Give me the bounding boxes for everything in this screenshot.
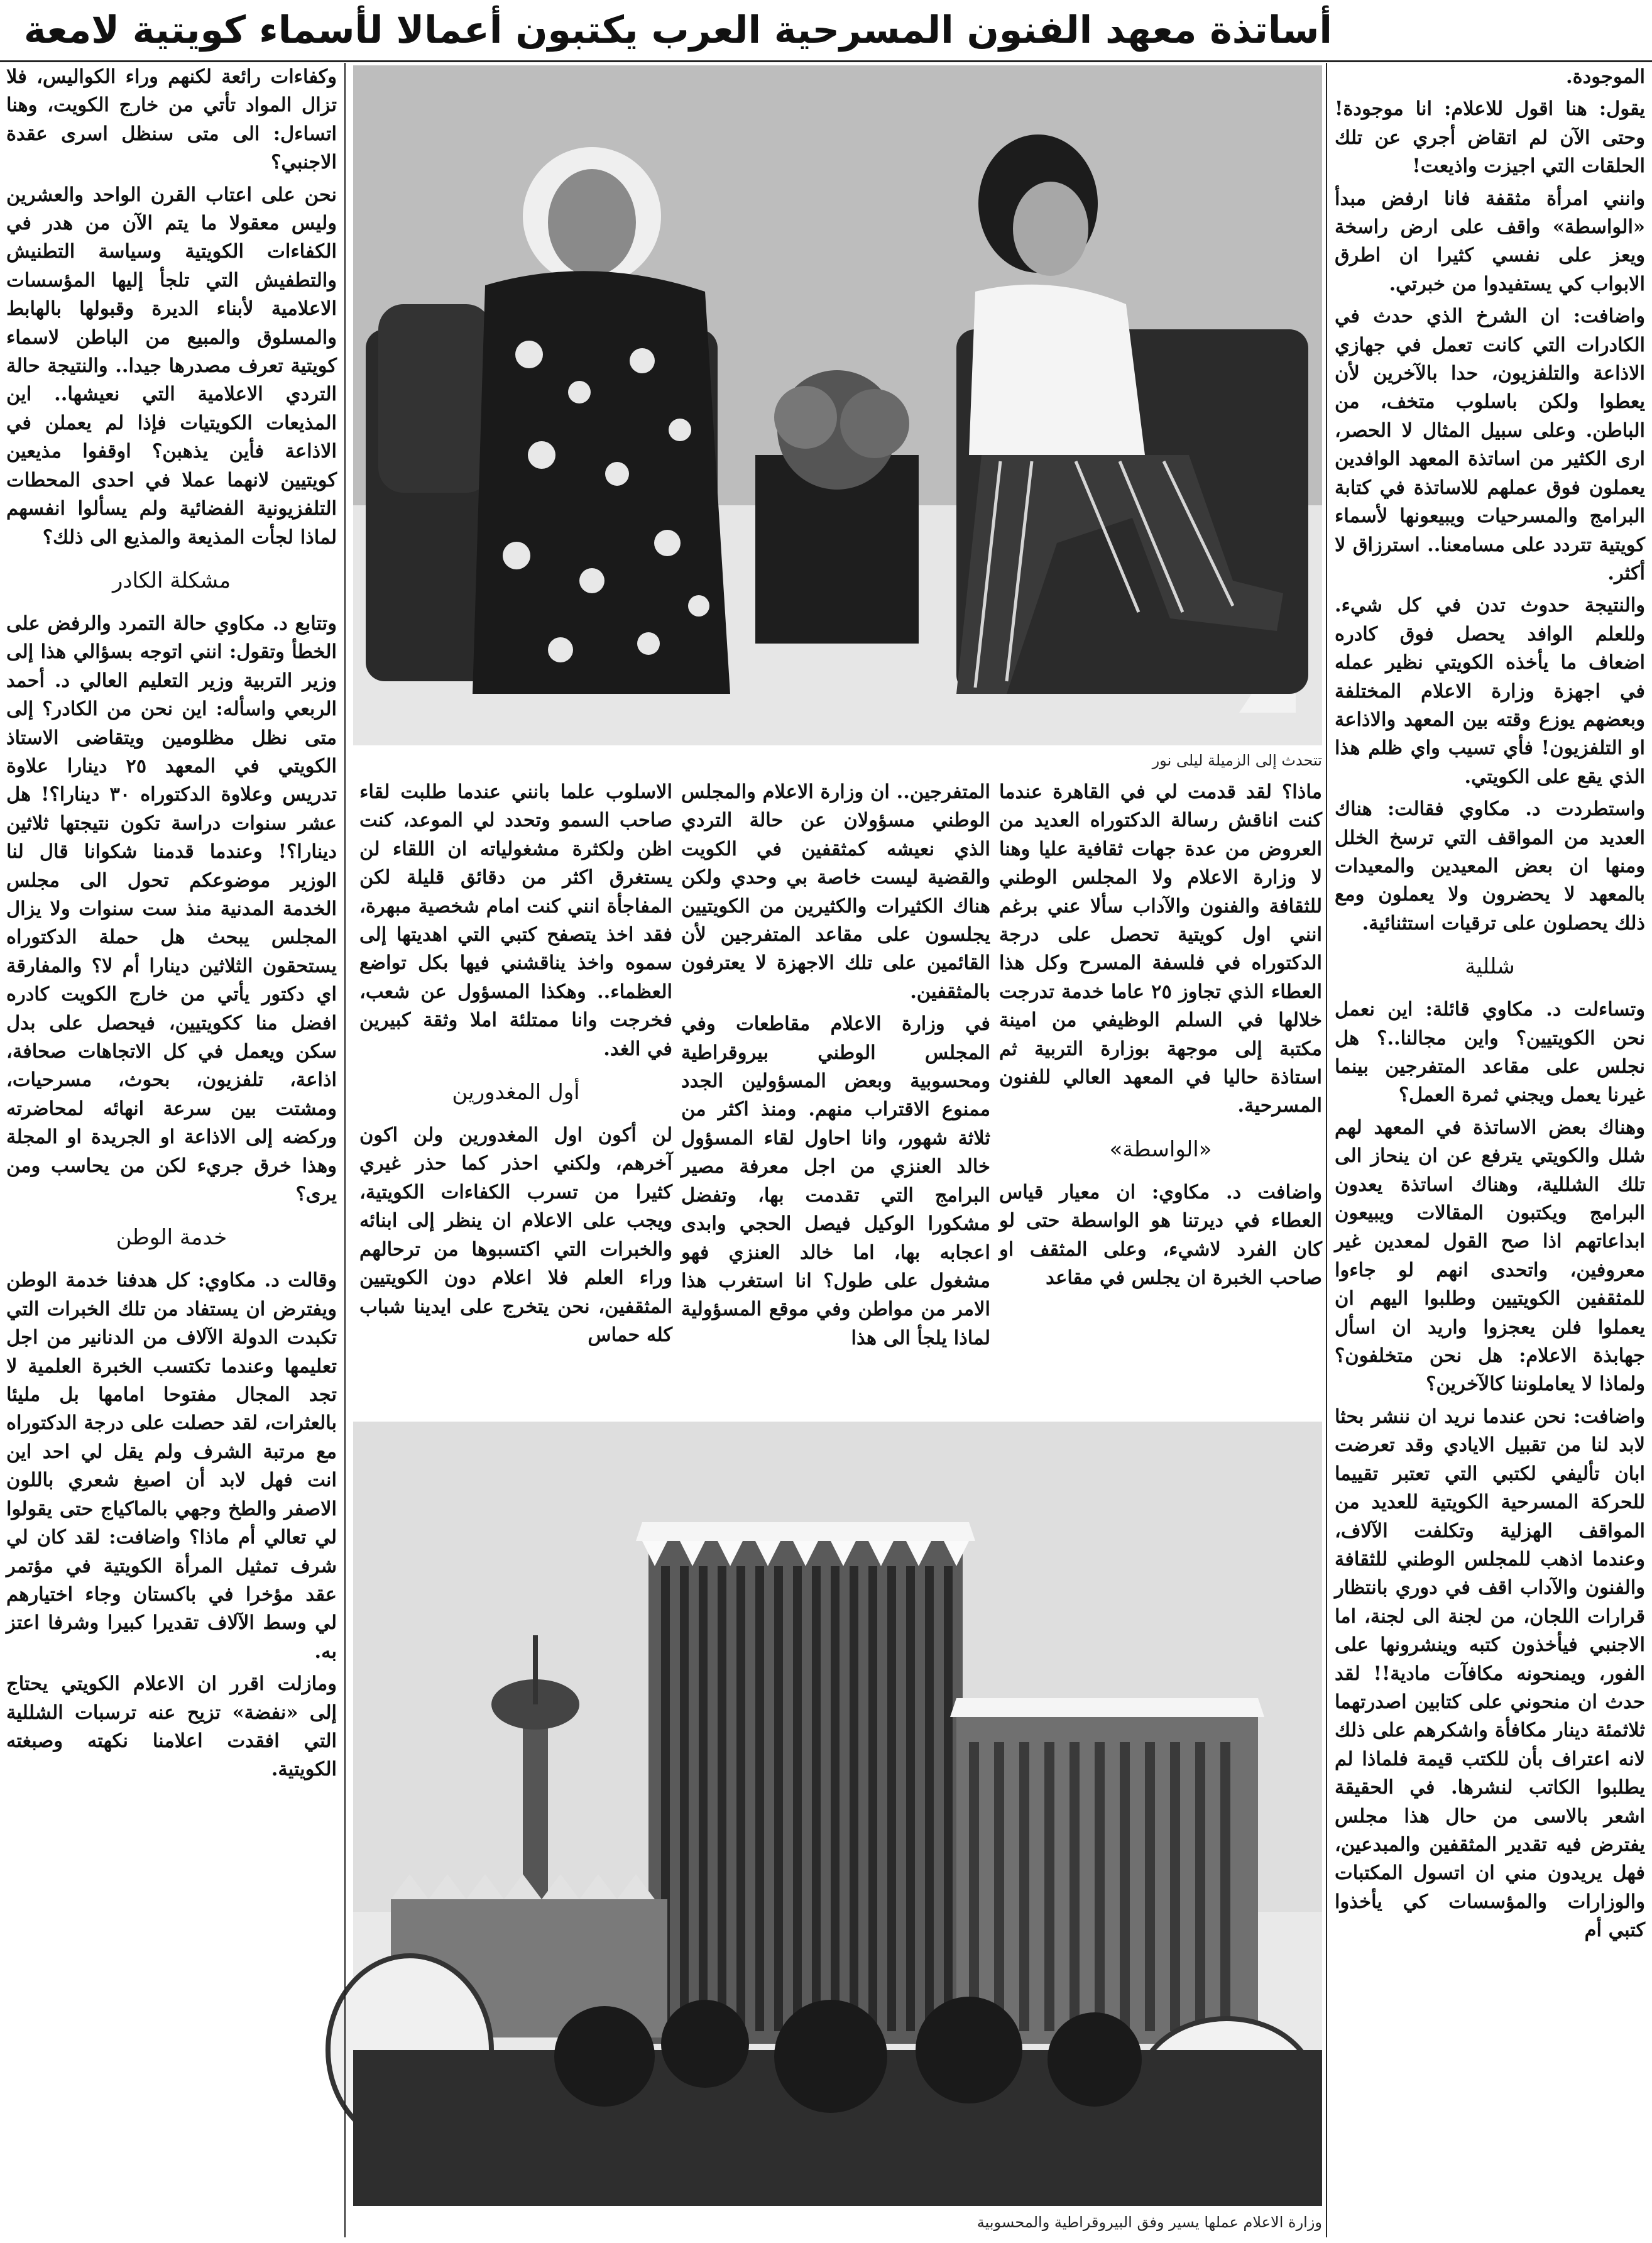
paragraph: والنتيجة حدوث تدن في كل شيء. وللعلم الوافد يحصل فوق كادره اضعاف ما يأخذه الكويتي نظير عمله في اجهزة وزارة الاعلام المختلفة وبعضهم يوزع وقته بين المعهد والاذاعة او التلفزيون! فأي تسيب واي ظلم هذا الذي يقع على الكويتي. [1335,594,1645,788]
ministry-building-photo [353,1422,1322,2206]
subheading-shilaliya: شللية [1465,954,1515,980]
paragraph: واضافت د. مكاوي: ان معيار قياس العطاء في ديرتنا هو الواسطة حتى لو كان الفرد لاشيء، وعلى المثقف او صاحب الخبرة ان يجلس في مقاعد [999,1180,1322,1290]
paragraph: واضافت: نحن عندما نريد ان ننشر بحثا لابد لنا من تقبيل الايادي وقد تعرضت ابان تأليفي لكتبي التي تعتبر تقييما للحركة المسرحية الكويتية للعديد من المواقف الهزلية وتكلفت الآلاف، وعندما اذهب للمجلس الوطني للثقافة والفنون والآداب اقف في دوري بانتظار قرارات اللجان، من لجنة الى لجنة، اما الاجنبي فيأخذون كتبه وينشرونها على الفور، ويمنحونه مكافآت مادية!! لقد حدث ان منحوني على كتابين اصدرتهما ثلاثمئة دينار مكافأة واشكرهم على ذلك لانه اعتراف بأن للكتب قيمة فلماذا لم يطلبوا الكاتب لنشرها. في الحقيقة اشعر بالاسى من حال هذا مجلس يفترض فيه تقدير المثقفين والمبدعين، فهل يريدون مني ان اتسول المكتبات والوزارات والمؤسسات كي يأخذوا كتبي أم [1335,1405,1645,1942]
column-4 [359,778,672,1407]
column-3-paragraphs [681,778,990,1352]
column-2-paragraphs [999,778,1322,1121]
paragraph: وتتابع د. مكاوي حالة التمرد والرفض على الخطأ وتقول: انني اتوجه بسؤالي هذا إلى وزير التربية وزير التعليم العالي د. أحمد الربعي واسأله: اين نحن من الكادر؟ إلى متى نظل مظلومين ويتقاضى الاستاذ الكويتي في المعهد ٢٥ دينارا علاوة تدريس وعلاوة الدكتوراه ٣٠ دينارا؟! هل عشر سنوات دراسة تكون نتيجتها ثلاثين دينارا؟! وعندما قدمنا شكوانا قال لنا الوزير موضوعكم تحول الى مجلس الخدمة المدنية منذ ست سنوات ولا يزال المجلس يبحث هل حملة الدكتوراه يستحقون الثلاثين دينارا أم لا؟ والمفارقة اي دكتور يأتي من خارج الكويت كادره افضل منا ككويتيين، فيحصل على بدل سكن ويعمل في كل الاتجاهات صحافة، اذاعة، تلفزيون، بحوث، مسرحيات، ومشتت بين سرعة انهائه لمحاضرته وركضه إلى الاذاعة او الجريدة او المجلة وهذا خرق جريء لكن من يحاسب ومن يرى؟ [6,611,337,1206]
paragraph: وكفاءات رائعة لكنهم وراء الكواليس، فلا تزال المواد تأتي من خارج الكويت، وهنا اتساءل: الى متى سنظل اسرى عقدة الاجنبي؟ [6,65,337,174]
interview-photo-illustration [353,65,1322,745]
column-1-paragraphs [1335,63,1645,938]
column-2 [999,778,1322,1407]
subheading-first-betrayed: أول المغدورين [452,1080,580,1105]
paragraph: ماذا؟ لقد قدمت لي في القاهرة عندما كنت اناقش رسالة الدكتوراه العديد من العروض من عدة جهات ثقافية عليا وهنا لا وزارة الاعلام ولا المجلس الوطني للثقافة والفنون والآداب سألا عني برغم انني اول كويتية تحصل على درجة الدكتوراه في فلسفة المسرح وكل هذا العطاء الذي تجاوز ٢٥ عاما خدمة تدرجت خلالها في السلم الوظيفي من امينة مكتبة إلى موجهة بوزارة التربية ثم استاذة حاليا في المعهد العالي للفنون المسرحية. [999,781,1322,1117]
column-3 [681,778,990,1407]
column-4-paragraphs [359,778,672,1063]
headline-rule [0,60,1652,62]
paragraph: في وزارة الاعلام مقاطعات وفي المجلس الوطني بيروقراطية ومحسوبية وبعض المسؤولين الجدد ممنوع الاقتراب منهم. ومنذ اكثر من ثلاثة شهور، وانا احاول لقاء المسؤول خالد العنزي من اجل معرفة مصير البرامج التي تقدمت بها، وتفضل مشكورا الوكيل فيصل الحجي وابدى اعجابه بها، اما خالد العنزي فهو مشغول على طول؟ انا استغرب هذا الامر من مواطن وفي موقع المسؤولية لماذا يلجأ الى هذا [681,1012,990,1349]
ministry-building-illustration [353,1422,1322,2206]
column-5-paragraphs [6,63,337,552]
column-4-paragraphs-b [359,1121,672,1349]
column-5-paragraphs-b [6,610,337,1209]
column-1-paragraphs-b [1335,995,1645,1944]
paragraph: ومازلت اقرر ان الاعلام الكويتي يحتاج إلى «نفضة» تزيح عنه ترسبات الشللية التي افقدت اعلامنا نكهته وصبغته الكويتية. [6,1672,337,1781]
column-divider [1326,63,1327,2237]
column-5-paragraphs-c [6,1266,337,1784]
paragraph: لن أكون اول المغدورين ولن اكون آخرهم، ولكني احذر كما حذر غيري كثيرا من تسرب الكفاءات الكويتية، ويجب على الاعلام ان ينظر إلى ابنائه والخبرات التي اكتسبوها من ترحالهم وراء العلم فلا اعلام دون الكويتيين المثقفين، نحن يتخرج على ايدينا شباب كله حماس [359,1124,672,1346]
subheading-serving-nation: خدمة الوطن [116,1225,227,1251]
paragraph: وقالت د. مكاوي: كل هدفنا خدمة الوطن ويفترض ان يستفاد من تلك الخبرات التي تكبدت الدولة الآلاف من الدنانير من اجل تعليمها وعندما تكتسب الخبرة العلمية لا تجد المجال مفتوحا امامها بل مليئا بالعثرات، لقد حصلت على درجة الدكتوراه مع مرتبة الشرف ولم يقل لي احد اين انت فهل لابد أن اصبغ شعري باللون الاصفر والطخ وجهي بالماكياج حتى يقولوا لي تعالي أم ماذا؟ واضافت: لقد كان لي شرف تمثيل المرأة الكويتية في مؤتمر عقد مؤخرا في باكستان وجاء اختيارهم لي وسط الآلاف تقديرا كبيرا وشرفا اعتز به. [6,1269,337,1663]
subheading-cadre-problem: مشكلة الكادر [112,568,231,593]
paragraph: الاسلوب علما بانني عندما طلبت لقاء صاحب السمو وتحدد لي الموعد، كنت اظن ولكثرة مشغولياته ان اللقاء لن يستغرق اكثر من دقائق قليلة لكن المفاجأة انني كنت امام شخصية مبهرة، فقد اخذ يتصفح كتبي التي اهديتها إلى سموه واخذ يناقشني فيها بكل تواضع العظماء.. وهكذا المسؤول عن شعب، فخرجت وانا ممتلئة املا وثقة كبيرين في الغد. [359,781,672,1060]
paragraph: وتساءلت د. مكاوي قائلة: اين نعمل نحن الكويتيين؟ واين مجالنا..؟ هل نجلس على مقاعد المتفرجين بينما غيرنا يعمل ويجني ثمرة العمل؟ [1335,998,1645,1107]
subheading-wasta: «الواسطة» [1109,1136,1212,1162]
ministry-photo-caption: وزارة الاعلام عملها يسير وفق البيروقراطية والمحسوبية [976,2213,1322,2231]
paragraph: واضافت: ان الشرخ الذي حدث في الكادرات التي كانت تعمل في جهازي الاذاعة والتلفزيون، حدا بالآخرين لأن يعطوا ولكن باسلوب متخف، من الباطن. وعلى سبيل المثال لا الحصر، ارى الكثير من اساتذة المعهد الوافدين يعملون فوق عملهم للاساتذة في كتابة البرامج والمسرحيات ويبيعونها لأسماء كويتية تتردد على مسامعنا.. استرزاق لا أكثر. [1335,305,1645,584]
interview-photo-caption: تتحدث إلى الزميلة ليلى نور [1152,752,1322,769]
article-headline: أساتذة معهد الفنون المسرحية العرب يكتبون أعمالا لأسماء كويتية لامعة [23,8,1332,52]
paragraph: يقول: هنا اقول للاعلام: انا موجودة! وحتى الآن لم اتقاض أجري عن تلك الحلقات التي اجيزت واذيعت! [1335,97,1645,178]
column-2-paragraphs-b [999,1178,1322,1293]
column-divider [344,63,346,2237]
column-5 [6,63,337,2237]
paragraph: المتفرجين.. ان وزارة الاعلام والمجلس الوطني مسؤولان عن حالة التردي الذي نعيشه كمثقفين في الكويت والقضية ليست خاصة بي وحدي ولكن هناك الكثيرات والكثيرين من الكويتيين يجلسون على مقاعد المتفرجين لأن القائمين على تلك الاجهزة لا يعترفون بالمثقفين. [681,781,990,1003]
paragraph: وانني امرأة مثقفة فانا ارفض مبدأ «الواسطة» واقف على ارض راسخة ويعز على نفسي كثيرا ان اطرق الابواب كي يستفيدوا من خبرتي. [1335,187,1645,295]
paragraph: نحن على اعتاب القرن الواحد والعشرين وليس معقولا ما يتم الآن من هدر في الكفاءات الكويتية وسياسة التطنيش والتطفيش التي تلجأ إليها المؤسسات الاعلامية لأبناء الديرة وقبولها بالهابط والمسلوق والمبيع من الباطن لاسماء كويتية تعرف مصدرها جيدا.. والنتيجة حالة التردي الاعلامية التي نعيشها.. اين المذيعات الكويتيات فإذا لم يعملن في الاذاعة فأين يذهبن؟ اوقفوا مذيعين كويتيين لانهما عملا في احدى المحطات التلفزيونية الفضائية ولم يسألوا انفسهم لماذا لجأت المذيعة والمذيع الى ذلك؟ [6,183,337,549]
column-1 [1335,63,1645,2237]
interview-photo [353,65,1322,745]
paragraph: وهناك بعض الاساتذة في المعهد لهم شلل والكويتي يترفع عن ان ينحاز الى تلك الشللية، وهناك اساتذة يعدون البرامج ويكتبون المقالات ويبيعون ابداعاتهم اذا صح القول لمعدين غير معروفين، واتحدى انهم لو جاءوا للمثقفين الكويتيين وطلبوا اليهم ان يعملوا فلن يعجزوا واريد ان اسأل جهابذة الاعلام: هل نحن متخلفون؟ ولماذا لا يعاملوننا كالآخرين؟ [1335,1116,1645,1396]
paragraph: واستطردت د. مكاوي فقالت: هناك العديد من المواقف التي ترسخ الخلل ومنها ان بعض المعيدين والمعيدات بالمعهد لا يحضرون ولا يعملون ومع ذلك يحصلون على ترقيات استثنائية. [1335,798,1645,935]
paragraph: الموجودة. [1566,65,1645,88]
